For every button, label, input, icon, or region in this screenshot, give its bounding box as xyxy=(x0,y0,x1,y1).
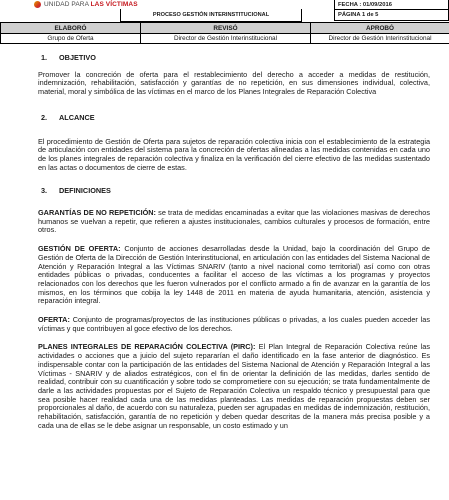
page-counter: PÁGINA 1 de 5 xyxy=(334,10,449,21)
document-header xyxy=(0,0,449,22)
document-body xyxy=(38,54,430,431)
alcance-paragraph: El procedimiento de Gestión de Oferta para sujetos de reparación colectiva inicia con el establecimiento de la estrategia de articulación con entidades del sistema para la concreción de ofertas alineadas a las medidas contenidas en cada uno de los planes integrales de reparación colectiva y finaliza en la verificación del cierre efectivo de las medidas sustentado en las actas o documentos de cierre de estas. xyxy=(38,136,430,172)
header-aprobo: APROBÓ xyxy=(311,23,449,34)
logo-mark-icon xyxy=(34,1,41,8)
section-heading-alcance: 2. ALCANCE xyxy=(41,112,95,122)
section-heading-definiciones: 3. DEFINICIONES xyxy=(41,186,111,196)
definition-oferta: OFERTA: Conjunto de programas/proyectos de las instituciones públicas o privadas, a los cuales pueden acceder las víctimas y que contribuyen al goce efectivo de los derechos. xyxy=(38,315,430,333)
document-meta xyxy=(334,0,449,21)
signature-table xyxy=(0,22,449,44)
value-aprobo: Director de Gestión Interinstitucional xyxy=(311,34,449,44)
header-elaboro: ELABORÓ xyxy=(1,23,141,34)
term-garantias: GARANTÍAS DE NO REPETICIÓN: xyxy=(38,208,156,218)
value-elaboro: Grupo de Oferta xyxy=(1,34,141,44)
term-gestion-oferta: GESTIÓN DE OFERTA: xyxy=(38,244,121,254)
logo-text-brand: LAS VÍCTIMAS xyxy=(90,1,138,8)
section-heading-objetivo: 1. OBJETIVO xyxy=(41,53,96,62)
definition-garantias: GARANTÍAS DE NO REPETICIÓN: se trata de medidas encaminadas a evitar que las violaciones masivas de derechos humanos se vuelvan a repetir, que refieren a ajustes institucionales, cambios culturales y procesos de formación, entre otros. xyxy=(38,208,430,235)
definition-pirc: PLANES INTEGRALES DE REPARACIÓN COLECTIVA (PIRC): El Plan Integral de Reparación Colectiva reúne las actividades o acciones que a juicio del sujeto repararían el daño identificado en la fase anterior de diagnóstico. Es indispensable contar con la participación de las entidades del Sistema Nacional de Atención y Reparación Integral a las Víctimas - SNARIV y de aliados estratégicos, con el fin de orientar la definición de las medidas, darles sentido de realidad, contribuir con su cuantificación y sobre todo se comprometiere con su ejecución; se trata fundamentalmente de darle a las actividades propuestas por el Sujeto de Reparación Colectiva un respaldo técnico y presupuestal para que sea posible hacer realidad cada una de las medidas planteadas. Las medidas de reparación propuestas deben ser proporcionales al daño, de acuerdo con su naturaleza, pueden ser agrupadas en medidas de indemnización, restitución, rehabilitación, satisfacción, garantía de no repetición y deben quedar descritas de la manera más precisa posible y a cada una de ellas se le debe asignar un responsable, un costo estimado y un xyxy=(38,342,430,430)
date-field: FECHA : 01/09/2016 xyxy=(334,0,449,10)
definition-gestion-oferta: GESTIÓN DE OFERTA: Conjunto de acciones desarrolladas desde la Unidad, bajo la coordinación del Grupo de Gestión de Oferta de la Dirección de Gestión Interinstitucional, en articulación con las entidades del Sistema Nacional de Atención y Reparación Integral a las Víctimas SNARIV (tanto a nivel nacional como territorial) así como con otras entidades públicas o privadas, conducentes a facilitar el acceso de las víctimas a los programas y proyectos relacionados con los derechos que les fueron vulnerados por el conflicto armado a fin de avanzar en la garantía de los mismos, en los términos que cobija la ley 1448 de 2011 en materia de ayuda humanitaria, atención, asistencia y reparación integral. xyxy=(38,244,430,306)
header-reviso: REVISÓ xyxy=(141,23,311,34)
logo-text-primary: UNIDAD PARA xyxy=(44,1,91,8)
institution-logo xyxy=(34,0,138,9)
term-oferta: OFERTA: xyxy=(38,315,70,325)
objetivo-paragraph: Promover la concreción de oferta para el restablecimiento del derecho a acceder a medidas de restitución, indemnización, rehabilitación, satisfacción y garantías de no repetición, en sus dimensiones individual, colectiva, material, moral y simbólica de las víctimas en el marco de los Planes Integrales de Reparación Colectiva xyxy=(38,69,430,97)
process-title: PROCESO GESTIÓN INTERINSTITUCIONAL xyxy=(120,9,302,22)
value-reviso: Director de Gestión Interinstitucional xyxy=(141,34,311,44)
term-pirc: PLANES INTEGRALES DE REPARACIÓN COLECTIVA (PIRC): xyxy=(38,342,256,352)
